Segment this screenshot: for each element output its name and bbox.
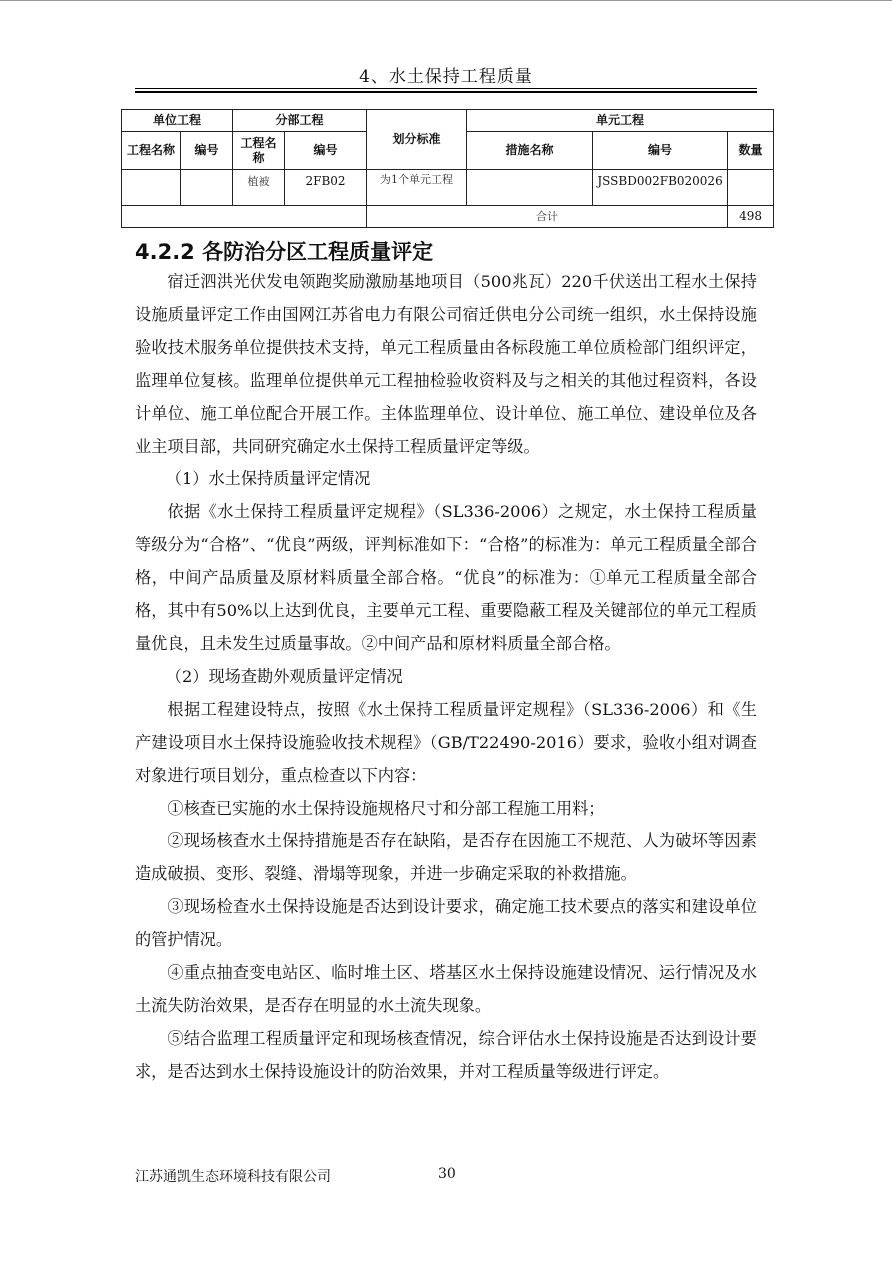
header-div-name: 工程名称 [233,132,285,170]
total-label: 合计 [367,206,728,228]
header-division-project: 分部工程 [233,110,367,132]
unit-division-table [121,109,774,228]
list-item: ①核查已实施的水土保持设施规格尺寸和分部工程施工用料； [167,798,605,818]
header-cell-code: 编号 [593,132,728,170]
list-item: ②现场核查水土保持措施是否存在缺陷，是否存在因施工不规范、人为破坏等因素造成破损、变形、裂缝、滑塌等现象，并进一步确定采取的补救措施。 [135,831,757,884]
header-division-standard: 划分标准 [367,110,467,170]
header-unit-code: 编号 [181,132,233,170]
list-item: ③现场检查水土保持设施是否达到设计要求，确定施工技术要点的落实和建设单位的管护情况。 [135,897,757,950]
running-header: 4、水土保持工程质量 [359,67,533,87]
paragraph: 根据工程建设特点，按照《水土保持工程质量评定规程》（SL336-2006）和《生产建设项目水土保持设施验收技术规程》（GB/T22490-2016）要求，验收小组对调查对象进行项目划分，重点检查以下内容： [135,699,757,785]
list-item: ④重点抽查变电站区、临时堆土区、塔基区水土保持设施建设情况、运行情况及水土流失防治效果，是否存在明显的水土流失现象。 [135,963,757,1015]
header-unit-name: 工程名称 [122,132,181,170]
header-unit-works: 单元工程 [467,110,774,132]
table-row [122,170,774,206]
paragraph: 宿迁泗洪光伏发电领跑奖励激励基地项目（500兆瓦）220千伏送出工程水土保持设施质量评定工作由国网江苏省电力有限公司宿迁供电分公司统一组织，水土保持设施验收技术服务单位提供技术支持，单元工程质量由各标段施工单位质检部门组织评定，监理单位复核。监理单位提供单元工程抽检验收资料及与之相关的其他过程资料，各设计单位、施工单位配合开展工作。主体监理单位、设计单位、施工单位、建设单位及各业主项目部，共同研究确定水土保持工程质量评定等级。 [135,272,757,456]
table-total-row [122,206,774,228]
cell-div-code: 2FB02 [285,170,367,206]
paragraph: 依据《水土保持工程质量评定规程》（SL336-2006）之规定，水土保持工程质量等级分为“合格”、“优良”两级，评判标准如下：“合格”的标准为：单元工程质量全部合格，中间产品质量及原材料质量全部合格。“优良”的标准为：①单元工程质量全部合格，其中有50%以上达到优良，主要单元工程、重要隐蔽工程及关键部位的单元工程质量优良，且未发生过质量事故。②中间产品和原材料质量全部合格。 [135,502,757,653]
footer-company: 江苏通凯生态环境科技有限公司 [135,1169,331,1185]
cell-unit-works-code: JSSBD002FB020026 [593,170,728,206]
list-item: ⑤结合监理工程质量评定和现场核查情况，综合评估水土保持设施是否达到设计要求，是否达到水土保持设施设计的防治效果，并对工程质量等级进行评定。 [135,1028,757,1081]
cell-div-name: 植被 [233,170,285,206]
total-value: 498 [728,206,774,228]
body-text [135,266,757,1089]
page-number: 30 [438,1166,456,1182]
header-rule [135,88,757,93]
header-measure-name: 措施名称 [467,132,593,170]
header-unit-project: 单位工程 [122,110,233,132]
cell-quantity [728,170,774,206]
cell-standard: 为1个单元工程 [367,170,467,206]
cell-measure-name [467,170,593,206]
cell-unit-code [181,170,233,206]
subheading: （1）水土保持质量评定情况 [165,469,371,489]
page-top-border [0,0,892,1]
header-div-code: 编号 [285,132,367,170]
section-heading: 4.2.2 各防治分区工程质量评定 [135,240,434,264]
subheading: （2）现场查勘外观质量评定情况 [165,666,403,686]
header-quantity: 数量 [728,132,774,170]
cell-unit-name [122,170,181,206]
